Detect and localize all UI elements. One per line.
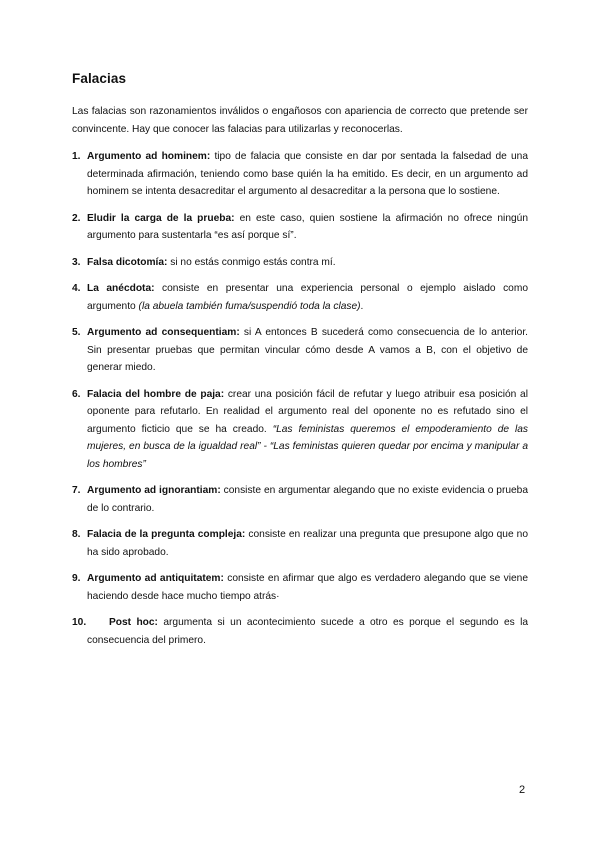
item-number: 9. xyxy=(72,573,81,584)
list-item xyxy=(72,526,528,561)
item-number: 4. xyxy=(72,283,81,294)
page-number: 2 xyxy=(519,784,526,796)
item-term: Argumento ad antiquitatem: xyxy=(87,573,224,584)
list-item xyxy=(72,386,528,474)
item-term: Falsa dicotomía: xyxy=(87,256,168,268)
item-number: 3. xyxy=(72,256,81,268)
list-item xyxy=(72,324,528,377)
item-text: tipo de falacia que consiste en dar por sentada la falsedad de una determinada afirmación, teniendo como base quién la ha emitido. Es decir, en un argumento ad hominem se intenta desacreditar el argumento al desacreditar a la persona que lo sostiene. xyxy=(87,151,528,197)
item-text: si no estás conmigo estás contra mí. xyxy=(167,256,336,268)
item-tail: . xyxy=(360,300,364,312)
item-text: en este caso, quien sostiene la afirmación no ofrece ningún argumento para sustentarla “es así porque sí”. xyxy=(87,212,528,241)
item-number: 8. xyxy=(72,529,81,540)
item-term: Post hoc: xyxy=(109,617,158,628)
item-term: Eludir la carga de la prueba: xyxy=(87,212,235,224)
list-item xyxy=(72,210,528,245)
item-text: consiste en argumentar alegando que no existe evidencia o prueba de lo contrario. xyxy=(87,485,528,514)
list-item xyxy=(72,614,528,649)
item-number: 7. xyxy=(72,485,81,496)
item-term: La anécdota: xyxy=(87,283,155,294)
list-item xyxy=(72,280,528,315)
list-item xyxy=(72,570,528,605)
item-number: 6. xyxy=(72,388,81,400)
item-text: consiste en presentar una experiencia personal o ejemplo aislado como argumento xyxy=(87,283,528,312)
item-text: argumenta si un acontecimiento sucede a otro es porque el segundo es la consecuencia del primero. xyxy=(87,617,529,646)
item-term: Argumento ad hominem: xyxy=(87,151,211,162)
item-text: si A entonces B sucederá como consecuencia de lo anterior. Sin presentar pruebas que permitan vincular cómo desde A vamos a B, con el objetivo de generar miedo. xyxy=(87,327,528,373)
fallacy-list xyxy=(72,148,528,658)
item-example: “Las feministas queremos el empoderamiento de las mujeres, en busca de la igualdad real” - “Las feministas quieren quedar por encima y manipular a los hombres” xyxy=(87,423,528,470)
item-number: 1. xyxy=(72,151,81,162)
item-term: Falacia de la pregunta compleja: xyxy=(87,529,246,540)
item-text: consiste en realizar una pregunta que presupone algo que no ha sido aprobado. xyxy=(87,529,528,558)
item-number: 2. xyxy=(72,212,81,224)
intro-paragraph: Las falacias son razonamientos inválidos o engañosos con apariencia de correcto que pretende ser convincente. Hay que conocer las falacias para utilizarlas y reconocerlas. xyxy=(72,106,528,135)
page-title: Falacias xyxy=(72,71,127,86)
list-item xyxy=(72,148,528,201)
item-example: (la abuela también fuma/suspendió toda la clase) xyxy=(138,300,361,312)
item-number: 10. xyxy=(72,617,87,628)
item-text: consiste en afirmar que algo es verdadero alegando que se viene haciendo desde hace mucho tiempo atrás· xyxy=(87,573,528,602)
item-term: Falacia del hombre de paja: xyxy=(87,388,225,400)
item-text: crear una posición fácil de refutar y luego atribuir esa posición al oponente para refutarlo. En realidad el argumento real del oponente no es refutado sino el argumento ficticio que se ha creado. xyxy=(87,388,528,435)
item-number: 5. xyxy=(72,327,81,338)
list-item xyxy=(72,254,528,272)
item-term: Argumento ad consequentiam: xyxy=(87,327,240,338)
list-item xyxy=(72,482,528,517)
item-term: Argumento ad ignorantiam: xyxy=(87,485,221,496)
